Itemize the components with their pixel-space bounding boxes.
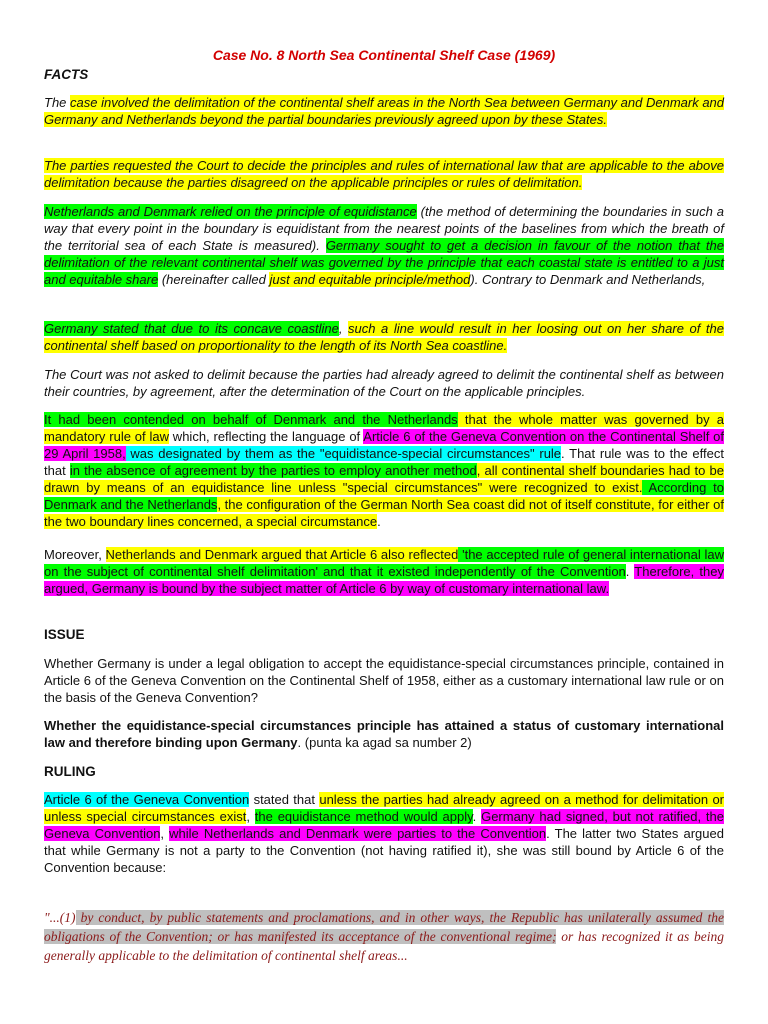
case-title: Case No. 8 North Sea Continental Shelf Case (1969) xyxy=(212,47,556,63)
highlight-green: Netherlands and Denmark relied on the principle of equidistance xyxy=(44,204,417,219)
issue-paragraph-2 xyxy=(44,717,724,751)
quoted-passage xyxy=(44,908,724,965)
highlight-magenta: while Netherlands and Denmark were parties to the Convention xyxy=(169,826,547,841)
issue-paragraph-1 xyxy=(44,655,724,706)
highlight-yellow: case involved the delimitation of the continental shelf areas in the North Sea between Germany and Denmark and Germany and Netherlands beyond the partial boundaries previously agreed upon by these States. xyxy=(44,95,725,127)
facts-paragraph-1 xyxy=(44,94,724,128)
highlight-yellow: Netherlands and Denmark argued that Article 6 also reflected xyxy=(105,547,459,562)
text-run: which, reflecting the language of xyxy=(168,429,364,444)
text-run: . (punta ka agad sa number 2) xyxy=(297,735,472,750)
text-run: . That rule was to the effect that xyxy=(44,446,724,478)
text-run: . xyxy=(625,564,635,579)
highlight-yellow: , the configuration of the German North Sea coast did not of itself constitute, for either of the two boundary lines concerned, a special circumstance xyxy=(44,497,724,529)
text-run: . xyxy=(472,809,482,824)
highlight-yellow: just and equitable principle/method xyxy=(269,272,471,287)
text-run: , xyxy=(246,809,255,824)
highlight-green: According to Denmark and the Netherlands xyxy=(44,480,724,512)
facts-paragraph-3 xyxy=(44,203,724,288)
highlight-magenta: Germany had signed, but not ratified, the Geneva Convention xyxy=(44,809,724,841)
highlight-yellow: that the whole matter was governed by a mandatory rule of law xyxy=(44,412,724,444)
text-run: or has recognized it as being generally applicable to the delimitation of continental shelf areas... xyxy=(44,929,724,963)
text-run: The Court was not asked to delimit because the parties had already agreed to delimit the continental shelf as between their countries, by agreement, after the determination of the Court on the applicable principles. xyxy=(44,367,724,399)
highlight-gray: by conduct, by public statements and proclamations, and in other ways xyxy=(75,910,481,925)
text-run: (hereinafter called xyxy=(158,272,270,287)
highlight-green: the equidistance method would apply xyxy=(254,809,473,824)
facts-paragraph-7 xyxy=(44,546,724,597)
highlight-yellow: , all continental shelf boundaries had to be drawn by means of an equidistance line unless "special circumstances" were recognized to exist. xyxy=(44,463,724,495)
highlight-green: Germany sought to get a decision in favour of the notion that the delimitation of the relevant continental shelf was governed by the principle that each coastal state is entitled to a just and equitable share xyxy=(44,238,725,287)
facts-paragraph-4 xyxy=(44,320,724,354)
text-run: Moreover, xyxy=(44,547,106,562)
highlight-yellow: unless the parties had already agreed on a method for delimitation or unless special circumstances exist xyxy=(44,792,725,824)
highlight-gray-2: , the Republic has unilaterally assumed the obligations of the Convention; or has manifested its acceptance of the conventional regime; xyxy=(44,910,724,944)
text-run: , xyxy=(338,321,349,336)
ruling-paragraph xyxy=(44,791,724,876)
highlight-green: 'the accepted rule of general international law on the subject of continental shelf delimitation' and that it existed independently of the Convention xyxy=(44,547,724,579)
highlight-yellow: such a line would result in her loosing out on her share of the continental shelf based on proportionality to the length of its North Sea coastline. xyxy=(44,321,724,353)
text-run: "...(1) xyxy=(44,910,76,925)
facts-paragraph-2 xyxy=(44,157,724,191)
highlight-magenta: Therefore, they argued, Germany is bound by the subject matter of Article 6 by way of customary international law. xyxy=(44,564,724,596)
highlight-yellow: The parties requested the Court to decide the principles and rules of international law that are applicable to the above delimitation because the parties disagreed on the applicable principles or rules of delimitation. xyxy=(44,158,724,190)
text-run: The xyxy=(44,95,71,110)
highlight-green: in the absence of agreement by the parties to employ another method xyxy=(69,463,477,478)
highlight-cyan: was designated by them as the "equidistance-special circumstances" rule xyxy=(125,446,562,461)
highlight-green: Germany stated that due to its concave coastline xyxy=(44,321,339,336)
facts-paragraph-6 xyxy=(44,411,724,530)
text-run: Whether Germany is under a legal obligation to accept the equidistance-special circumstances principle, contained in Article 6 of the Geneva Convention on the Continental Shelf of 1958, either as a customary international law rule or on the basis of the Geneva Convention? xyxy=(44,656,724,705)
highlight-magenta: Article 6 of the Geneva Convention on the Continental Shelf of 29 April 1958, xyxy=(44,429,725,461)
highlight-green: It had been contended on behalf of Denmark and the Netherlands xyxy=(44,412,458,427)
text-run: ). Contrary to Denmark and Netherlands, xyxy=(470,272,706,287)
facts-paragraph-5 xyxy=(44,366,724,400)
facts-heading: FACTS xyxy=(44,67,89,82)
text-run: (the method of determining the boundaries in such a way that every point in the boundary is equidistant from the nearest points of the baselines from which the breath of the territorial sea of each State is measured). xyxy=(44,204,725,253)
issue-heading: ISSUE xyxy=(44,627,85,642)
text-run: . xyxy=(377,514,381,529)
text-run: , xyxy=(160,826,170,841)
highlight-cyan: Article 6 of the Geneva Convention xyxy=(44,792,250,807)
text-run: stated that xyxy=(249,792,320,807)
ruling-heading: RULING xyxy=(44,764,96,779)
bold-text: Whether the equidistance-special circumstances principle has attained a status of customary international law and therefore binding upon Germany xyxy=(44,718,724,750)
text-run: . The latter two States argued that while Germany is not a party to the Convention (not having ratified it), she was still bound by Article 6 of the Convention because: xyxy=(44,826,724,875)
